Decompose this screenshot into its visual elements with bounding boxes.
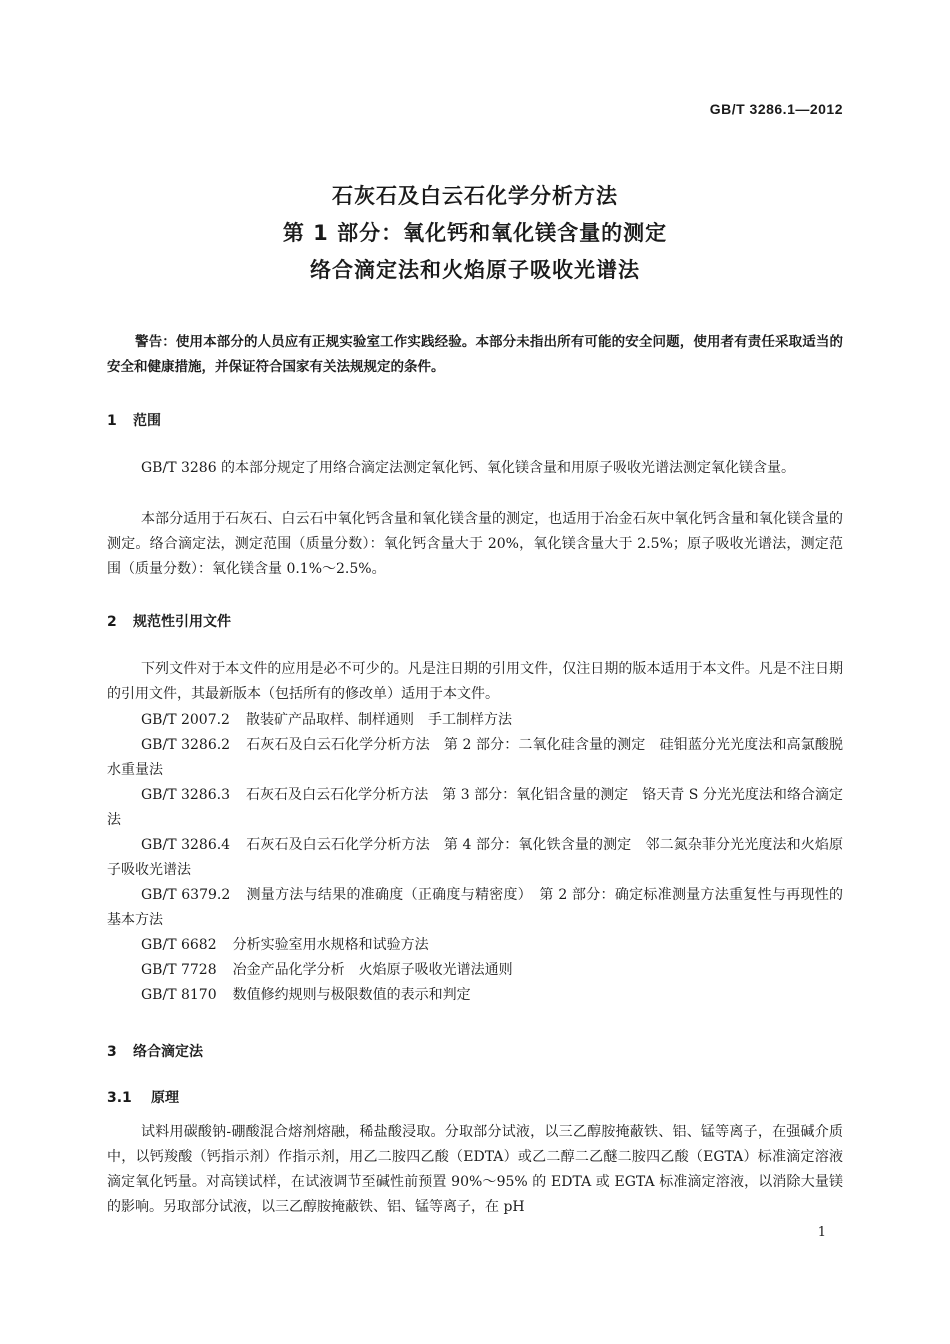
section-number: 1 bbox=[107, 413, 117, 429]
reference-code: GB/T 6682 bbox=[141, 937, 217, 953]
reference-code: GB/T 8170 bbox=[141, 987, 217, 1003]
reference-item bbox=[107, 733, 843, 783]
reference-title: 石灰石及白云石化学分析方法 第 2 部分：二氧化硅含量的测定 硅钼蓝分光光度法和高氯酸脱水重量法 bbox=[107, 737, 843, 778]
title-line-1: 石灰石及白云石化学分析方法 bbox=[332, 184, 618, 208]
subsection-number: 3.1 bbox=[107, 1090, 132, 1106]
reference-item bbox=[107, 783, 843, 833]
section-number: 3 bbox=[107, 1044, 117, 1060]
reference-title: 分析实验室用水规格和试验方法 bbox=[232, 937, 429, 953]
reference-title: 石灰石及白云石化学分析方法 第 4 部分：氧化铁含量的测定 邻二氮杂菲分光光度法和火焰原子吸收光谱法 bbox=[107, 837, 843, 878]
reference-item bbox=[107, 958, 843, 983]
references-intro: 下列文件对于本文件的应用是必不可少的。凡是注日期的引用文件，仅注日期的版本适用于本文件。凡是不注日期的引用文件，其最新版本（包括所有的修改单）适用于本文件。 bbox=[107, 661, 843, 702]
section-3-heading bbox=[107, 1041, 203, 1061]
reference-title: 石灰石及白云石化学分析方法 第 3 部分：氧化铝含量的测定 铬天青 S 分光光度法和络合滴定法 bbox=[107, 787, 843, 828]
reference-code: GB/T 7728 bbox=[141, 962, 217, 978]
section-title: 规范性引用文件 bbox=[133, 614, 231, 630]
section-title: 络合滴定法 bbox=[133, 1044, 203, 1060]
standard-code: GB/T 3286.1—2012 bbox=[709, 101, 843, 117]
reference-item bbox=[107, 833, 843, 883]
reference-code: GB/T 3286.4 bbox=[141, 837, 231, 853]
reference-code: GB/T 6379.2 bbox=[141, 887, 231, 903]
reference-item bbox=[107, 983, 843, 1008]
scope-paragraph-2: 本部分适用于石灰石、白云石中氧化钙含量和氧化镁含量的测定，也适用于冶金石灰中氧化钙含量和氧化镁含量的测定。络合滴定法，测定范围（质量分数）：氧化钙含量大于 20%，氧化镁含量大于 2.5%；原子吸收光谱法，测定范围（质量分数）：氧化镁含量 0.1%～2.5%。 bbox=[107, 511, 843, 577]
reference-item bbox=[107, 708, 843, 733]
document-title bbox=[0, 178, 950, 289]
reference-code: GB/T 2007.2 bbox=[141, 712, 230, 728]
section-1-heading bbox=[107, 410, 161, 430]
reference-item bbox=[107, 883, 843, 933]
reference-code: GB/T 3286.2 bbox=[141, 737, 231, 753]
principle-paragraph: 试料用碳酸钠-硼酸混合熔剂熔融，稀盐酸浸取。分取部分试液，以三乙醇胺掩蔽铁、铝、锰等离子，在强碱介质中，以钙羧酸（钙指示剂）作指示剂，用乙二胺四乙酸（EDTA）或乙二醇二乙醚二胺四乙酸（EGTA）标准滴定溶液滴定氧化钙量。对高镁试样，在试液调节至碱性前预置 90%～95% 的 EDTA 或 EGTA 标准滴定溶液，以消除大量镁的影响。另取部分试液，以三乙醇胺掩蔽铁、铝、锰等离子，在 pH bbox=[107, 1124, 843, 1215]
reference-item bbox=[107, 933, 843, 958]
reference-code: GB/T 3286.3 bbox=[141, 787, 230, 803]
section-number: 2 bbox=[107, 614, 117, 630]
title-line-3: 络合滴定法和火焰原子吸收光谱法 bbox=[310, 258, 640, 282]
reference-title: 数值修约规则与极限数值的表示和判定 bbox=[232, 987, 471, 1003]
title-line-2: 第 1 部分：氧化钙和氧化镁含量的测定 bbox=[282, 221, 668, 245]
reference-title: 冶金产品化学分析 火焰原子吸收光谱法通则 bbox=[232, 962, 513, 978]
safety-warning: 警告：使用本部分的人员应有正规实验室工作实践经验。本部分未指出所有可能的安全问题，使用者有责任采取适当的安全和健康措施，并保证符合国家有关法规规定的条件。 bbox=[107, 334, 843, 375]
subsection-title: 原理 bbox=[151, 1090, 179, 1106]
section-title: 范围 bbox=[133, 413, 161, 429]
reference-title: 散装矿产品取样、制样通则 手工制样方法 bbox=[245, 712, 512, 728]
section-2-heading bbox=[107, 611, 231, 631]
scope-paragraph-1: GB/T 3286 的本部分规定了用络合滴定法测定氧化钙、氧化镁含量和用原子吸收光谱法测定氧化镁含量。 bbox=[141, 460, 796, 476]
reference-title: 测量方法与结果的准确度（正确度与精密度） 第 2 部分：确定标准测量方法重复性与再现性的基本方法 bbox=[107, 887, 843, 928]
subsection-3-1-heading bbox=[107, 1087, 179, 1107]
page-number: 1 bbox=[817, 1225, 826, 1240]
